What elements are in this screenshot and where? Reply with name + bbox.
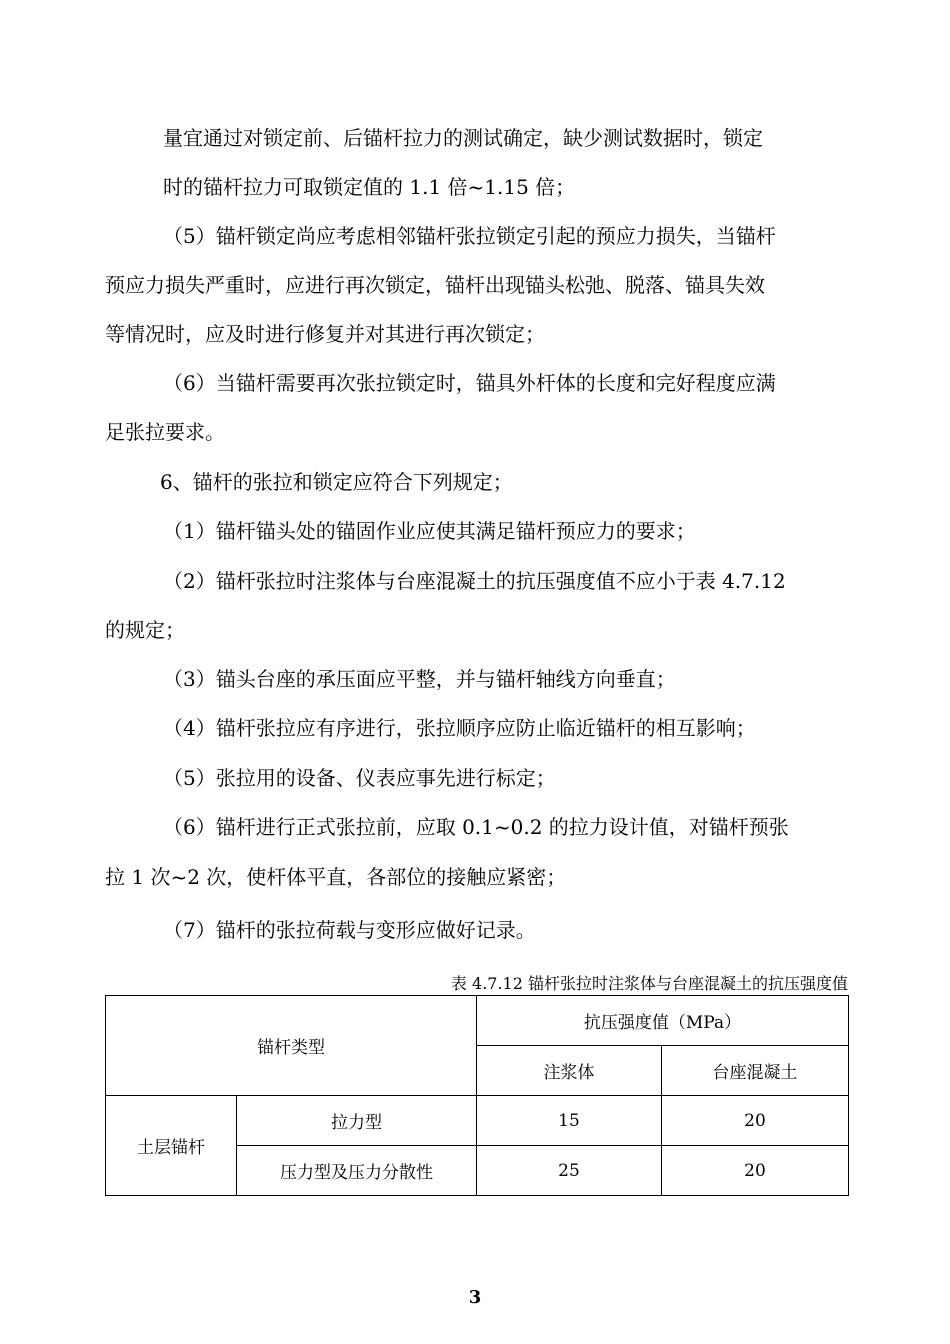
paragraph-line-2: 时的锚杆拉力可取锁定值的 1.1 倍~1.15 倍； — [163, 175, 576, 199]
paragraph-line-10: （2）锚杆张拉时注浆体与台座混凝土的抗压强度值不应小于表 4.7.12 — [163, 569, 786, 593]
header-concrete: 台座混凝土 — [662, 1046, 849, 1096]
cell-subtype: 压力型及压力分散性 — [237, 1146, 477, 1196]
table-caption: 表 4.7.12 锚杆张拉时注浆体与台座混凝土的抗压强度值 — [450, 974, 848, 993]
paragraph-line-3: （5）锚杆锁定尚应考虑相邻锚杆张拉锁定引起的预应力损失，当锚杆 — [163, 224, 776, 248]
header-grout: 注浆体 — [477, 1046, 662, 1096]
cell-concrete: 20 — [662, 1096, 849, 1146]
paragraph-line-13: （4）锚杆张拉应有序进行，张拉顺序应防止临近锚杆的相互影响； — [163, 716, 756, 740]
cell-grout: 25 — [477, 1146, 662, 1196]
group-soil-anchor: 土层锚杆 — [106, 1096, 237, 1196]
page-number: 3 — [468, 1287, 482, 1308]
cell-concrete: 20 — [662, 1146, 849, 1196]
paragraph-line-9: （1）锚杆锚头处的锚固作业应使其满足锚杆预应力的要求； — [163, 519, 696, 543]
strength-table — [105, 995, 849, 1196]
paragraph-line-17: （7）锚杆的张拉荷载与变形应做好记录。 — [163, 918, 536, 942]
header-anchor-type: 锚杆类型 — [106, 996, 477, 1096]
paragraph-line-12: （3）锚头台座的承压面应平整，并与锚杆轴线方向垂直； — [163, 667, 676, 691]
table-row — [106, 1096, 849, 1146]
paragraph-line-16: 拉 1 次~2 次，使杆体平直，各部位的接触应紧密； — [105, 865, 567, 889]
cell-subtype: 拉力型 — [237, 1096, 477, 1146]
paragraph-line-5: 等情况时，应及时进行修复并对其进行再次锁定； — [105, 322, 545, 346]
paragraph-line-6: （6）当锚杆需要再次张拉锁定时，锚具外杆体的长度和完好程度应满 — [163, 371, 776, 395]
paragraph-line-4: 预应力损失严重时，应进行再次锁定，锚杆出现锚头松弛、脱落、锚具失效 — [105, 273, 765, 297]
paragraph-line-7: 足张拉要求。 — [105, 420, 225, 444]
header-strength: 抗压强度值（MPa） — [477, 996, 849, 1046]
paragraph-line-8: 6、锚杆的张拉和锁定应符合下列规定； — [160, 470, 513, 494]
paragraph-line-14: （5）张拉用的设备、仪表应事先进行标定； — [163, 766, 556, 790]
cell-grout: 15 — [477, 1096, 662, 1146]
table-header-row — [106, 996, 849, 1046]
paragraph-line-15: （6）锚杆进行正式张拉前，应取 0.1~0.2 的拉力设计值，对锚杆预张 — [163, 815, 789, 839]
paragraph-line-1: 量宜通过对锁定前、后锚杆拉力的测试确定，缺少测试数据时，锁定 — [163, 126, 763, 150]
paragraph-line-11: 的规定； — [105, 618, 185, 642]
